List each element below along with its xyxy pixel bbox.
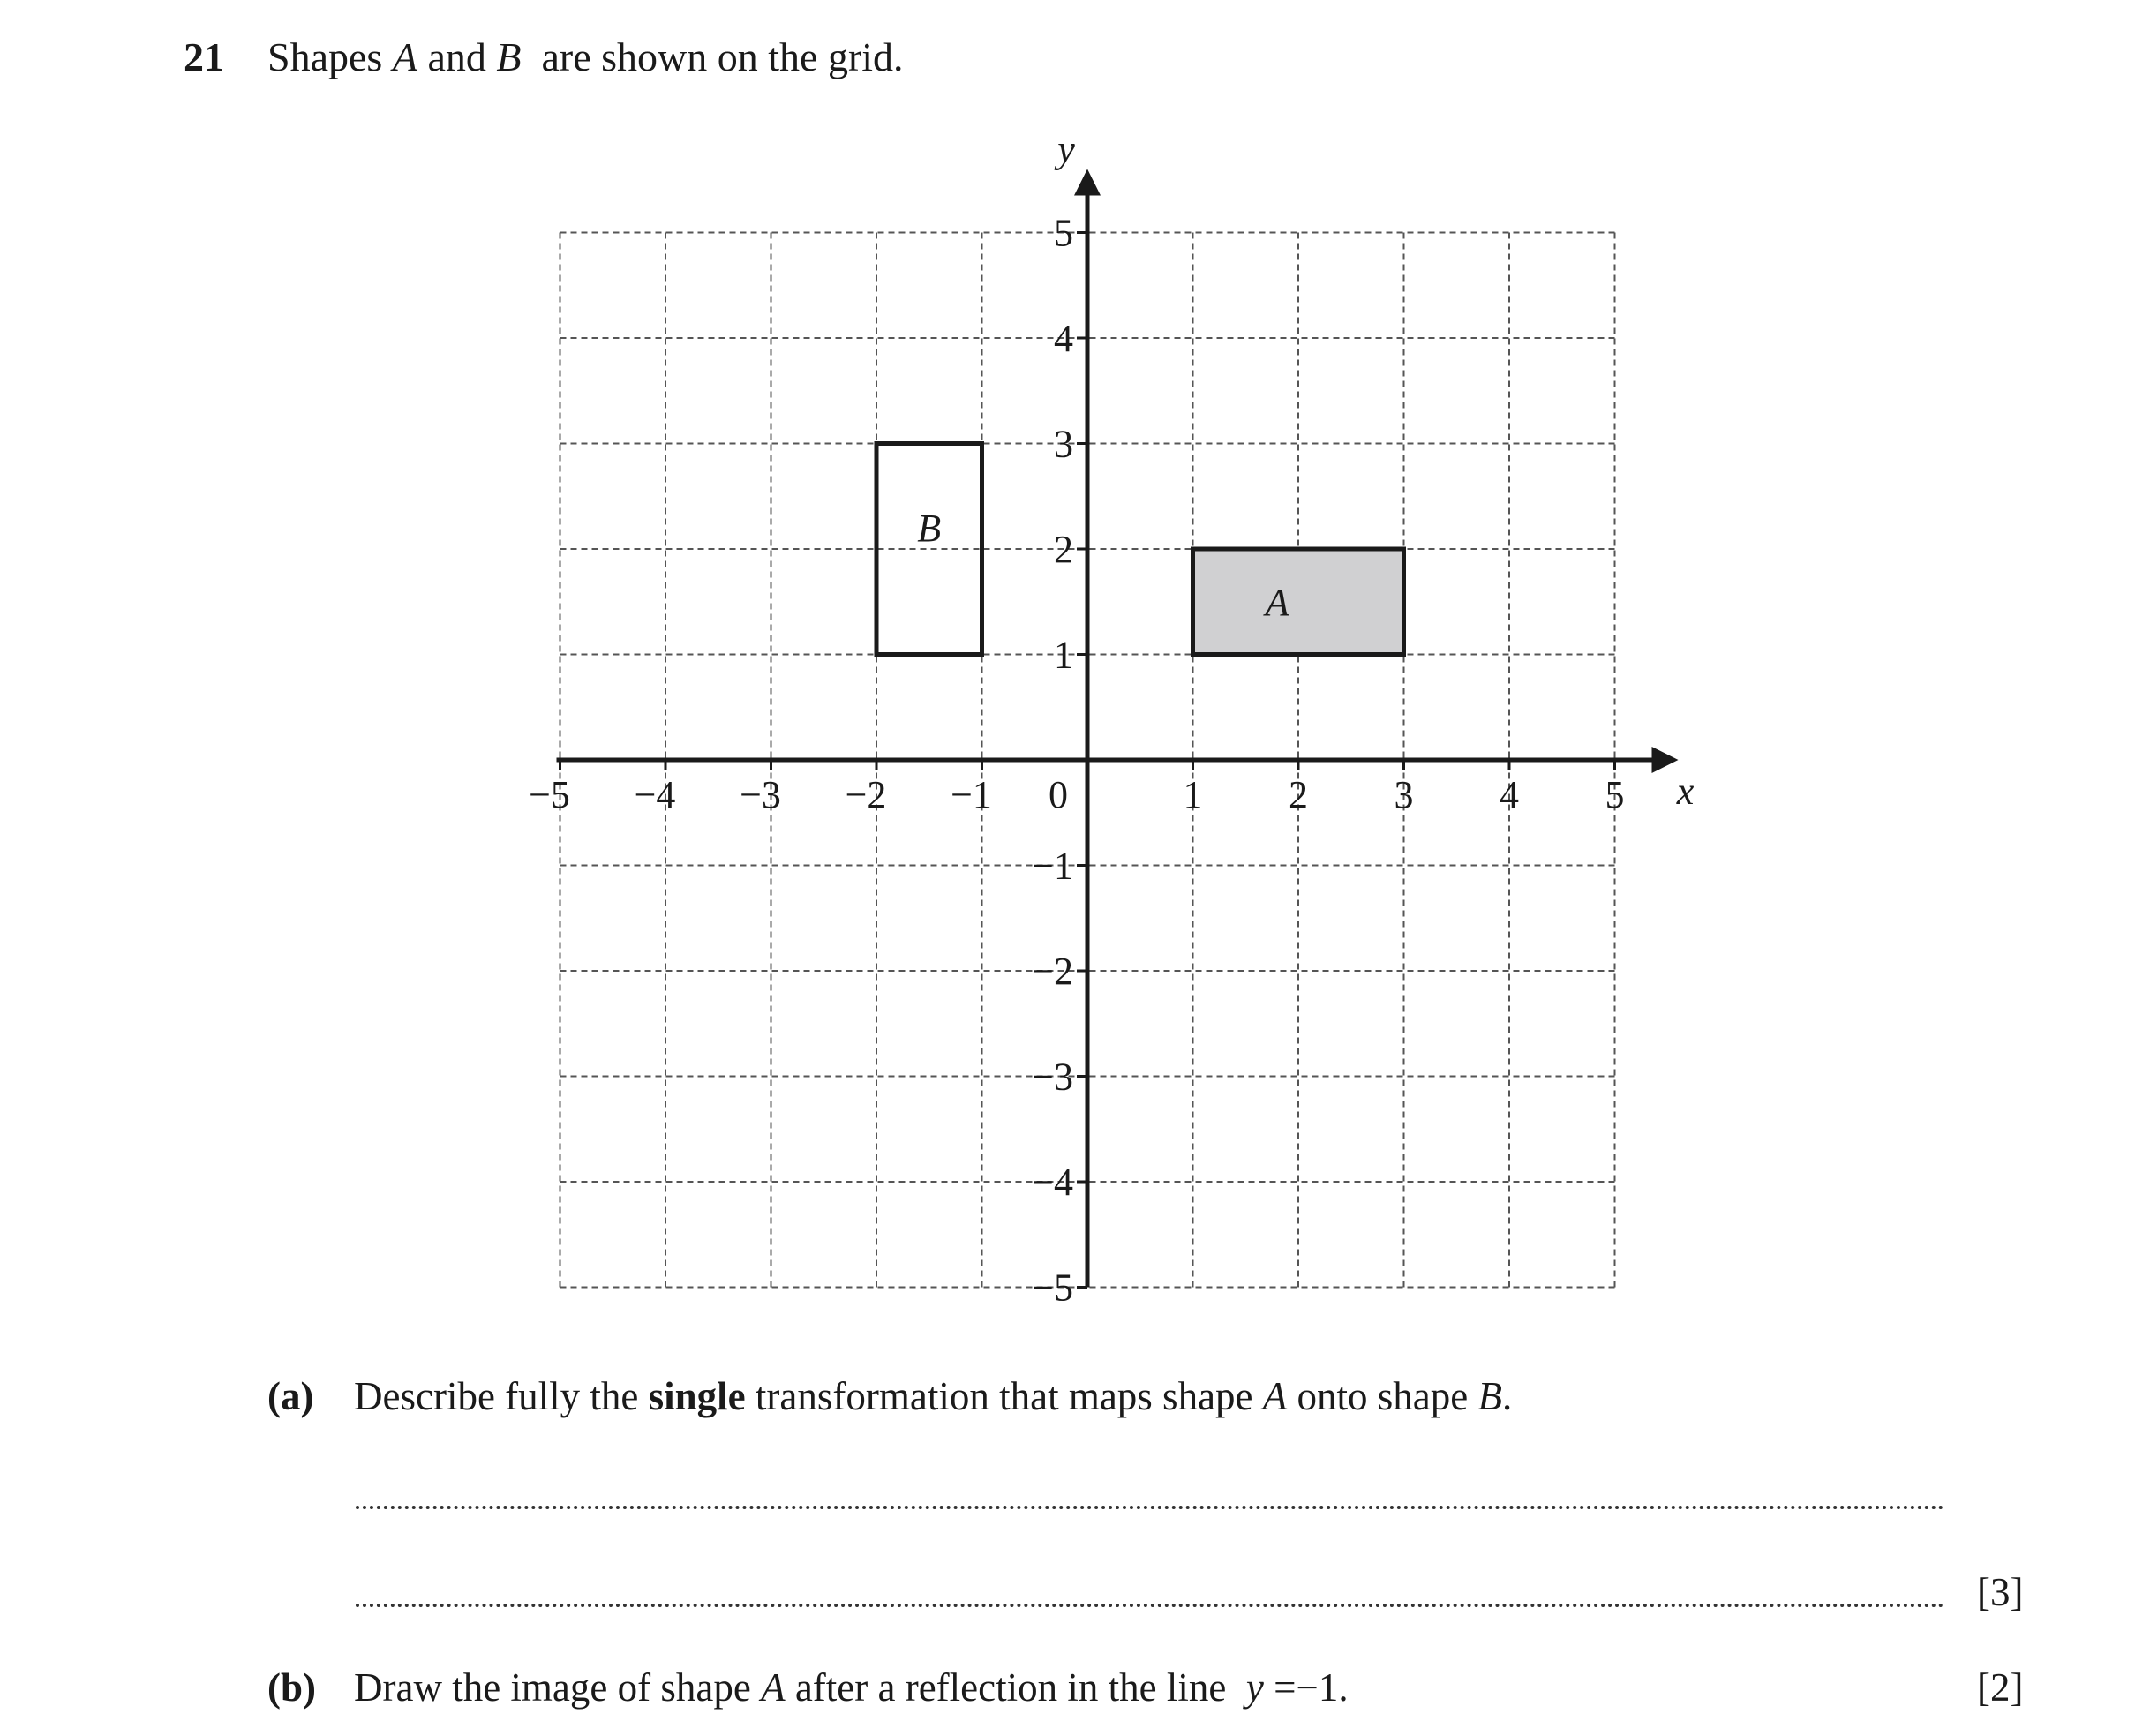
x-tick-label--2: −2 [845, 773, 887, 816]
part-a-marks: [3] [1977, 1570, 2024, 1614]
y-tick-label--5: −5 [1032, 1266, 1073, 1310]
x-tick-label--5: −5 [529, 773, 570, 816]
y-tick-label--1: −1 [1032, 844, 1073, 888]
x-tick-label--4: −4 [634, 773, 676, 816]
answer-line-2[interactable] [356, 1598, 1944, 1607]
y-tick-label-2: 2 [1054, 528, 1073, 571]
y-tick-label-4: 4 [1054, 317, 1073, 360]
x-tick-label-5: 5 [1605, 773, 1625, 816]
x-tick-label-3: 3 [1394, 773, 1414, 816]
part-a-label: (a) [267, 1374, 314, 1418]
part-b-label: (b) [267, 1665, 316, 1710]
axis-labels [529, 128, 1695, 1310]
x-axis-label: x [1676, 770, 1695, 813]
shape-a-label: A [1265, 580, 1289, 624]
x-tick-label-1: 1 [1183, 773, 1203, 816]
shape-b-ref: B [496, 34, 522, 79]
y-axis-label: y [1057, 127, 1075, 171]
question-text: Shapes A and B are shown on the grid. [267, 34, 904, 79]
part-b-text: Draw the image of shape A after a reflection in the line y =−1. [354, 1665, 1349, 1710]
y-tick-label--2: −2 [1032, 950, 1073, 993]
part-b-marks: [2] [1977, 1665, 2024, 1710]
axes [557, 193, 1655, 1288]
x-tick-label-4: 4 [1500, 773, 1519, 816]
shape-a-ref: A [392, 34, 417, 79]
question-number: 21 [184, 34, 224, 79]
part-a-text: Describe fully the single transformation that maps shape A onto shape B. [354, 1374, 1513, 1418]
x-tick-label--3: −3 [740, 773, 781, 816]
x-tick-label-2: 2 [1289, 773, 1308, 816]
shape-a [1193, 549, 1404, 655]
y-tick-label--4: −4 [1032, 1161, 1073, 1204]
shape-b-label: B [917, 507, 942, 551]
x-tick-label--1: −1 [951, 773, 992, 816]
y-tick-label-1: 1 [1054, 633, 1073, 677]
y-tick-label--3: −3 [1032, 1055, 1073, 1099]
x-tick-label-0: 0 [1049, 773, 1068, 816]
y-tick-label-5: 5 [1054, 211, 1073, 255]
answer-line-1[interactable] [356, 1500, 1944, 1509]
y-tick-label-3: 3 [1054, 422, 1073, 466]
